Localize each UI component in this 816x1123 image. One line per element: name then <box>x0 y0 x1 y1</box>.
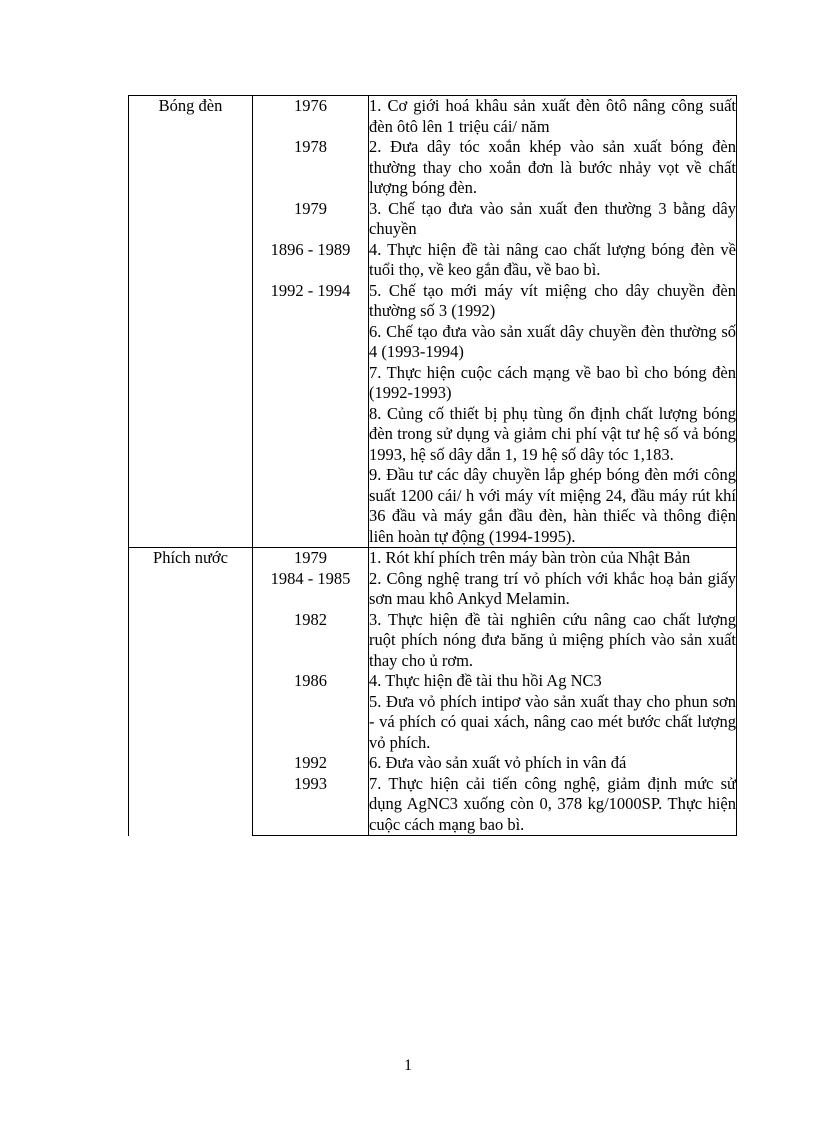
year-cell <box>253 363 369 404</box>
year-cell <box>253 322 369 363</box>
year-cell: 1979 <box>253 548 369 569</box>
description-cell: 1. Rót khí phích trên máy bàn tròn của Nhật Bản <box>369 548 737 569</box>
table-row <box>129 96 737 138</box>
description-cell: 1. Cơ giới hoá khâu sản xuất đèn ôtô nâng công suất đèn ôtô lên 1 triệu cái/ năm <box>369 96 736 136</box>
category-cell: Bóng đèn <box>129 96 253 548</box>
description-cell: 5. Chế tạo mới máy vít miệng cho dây chuyền đèn thường số 3 (1992) <box>369 280 736 320</box>
description-cell: 8. Củng cố thiết bị phụ tùng ổn định chất lượng bóng đèn trong sử dụng và giảm chi phí vật tư hệ số vả bóng 1993, hệ số dây dẫn 1, 19 hệ số dây tóc 1,183. <box>369 403 736 464</box>
description-cell: 2. Đưa dây tóc xoắn khép vào sản xuất bóng đèn thường thay cho xoắn đơn là bước nhảy vọt về chất lượng bóng đèn. <box>369 137 736 197</box>
category-cell: Phích nước <box>129 548 253 836</box>
table-body <box>129 96 737 836</box>
year-cell: 1993 <box>253 774 369 836</box>
year-cell: 1986 <box>253 671 369 692</box>
description-cell: 4. Thực hiện đề tài nâng cao chất lượng bóng đèn về tuổi thọ, về keo gắn đầu, về bao bì. <box>369 239 736 279</box>
page-number: 1 <box>404 1057 412 1074</box>
description-cell: 6. Chế tạo đưa vào sản xuất dây chuyền đèn thường số 4 (1993-1994) <box>369 321 736 361</box>
table-row <box>129 548 737 569</box>
year-cell <box>253 465 369 548</box>
year-cell: 1979 <box>253 199 369 240</box>
description-cell: 2. Công nghệ trang trí vỏ phích với khắc hoạ bản giấy sơn mau khô Ankyd Melamin. <box>369 568 736 608</box>
description-cell: 6. Đưa vào sản xuất vỏ phích in vân đá <box>369 753 737 774</box>
description-cell: 3. Chế tạo đưa vào sản xuất đen thường 3 bằng dây chuyền <box>369 198 736 238</box>
description-cell: 4. Thực hiện đề tài thu hồi Ag NC3 <box>369 671 737 692</box>
year-cell <box>253 404 369 466</box>
innovation-history-table <box>128 95 737 836</box>
year-cell: 1984 - 1985 <box>253 569 369 610</box>
year-cell: 1992 <box>253 753 369 774</box>
year-cell <box>253 692 369 754</box>
year-cell: 1976 <box>253 96 369 138</box>
description-cell: 7. Thực hiện cải tiến công nghệ, giảm định mức sử dụng AgNC3 xuống còn 0, 378 kg/1000SP. Thực hiện cuộc cách mạng bao bì. <box>369 773 736 834</box>
description-cell: 3. Thực hiện đề tài nghiên cứu nâng cao chất lượng ruột phích nóng đưa băng ủ miệng phích vào sản xuất thay cho ủ rơm. <box>369 609 736 670</box>
description-cell: 9. Đầu tư các dây chuyền lắp ghép bóng đèn mới công suất 1200 cái/ h với máy vít miệng 24, đầu máy rút khí 36 đầu và máy gắn đầu đèn, hàn thiếc và thông điện liên hoàn tự động (1994-1995). <box>369 465 736 546</box>
year-cell: 1896 - 1989 <box>253 240 369 281</box>
year-cell: 1978 <box>253 137 369 199</box>
year-cell: 1992 - 1994 <box>253 281 369 322</box>
year-cell: 1982 <box>253 610 369 672</box>
description-cell: 7. Thực hiện cuộc cách mạng về bao bì cho bóng đèn (1992-1993) <box>369 362 736 402</box>
description-cell: 5. Đưa vỏ phích intipơ vào sản xuất thay cho phun sơn - vá phích có quai xách, nâng cao mét bước chất lượng vỏ phích. <box>369 691 736 752</box>
